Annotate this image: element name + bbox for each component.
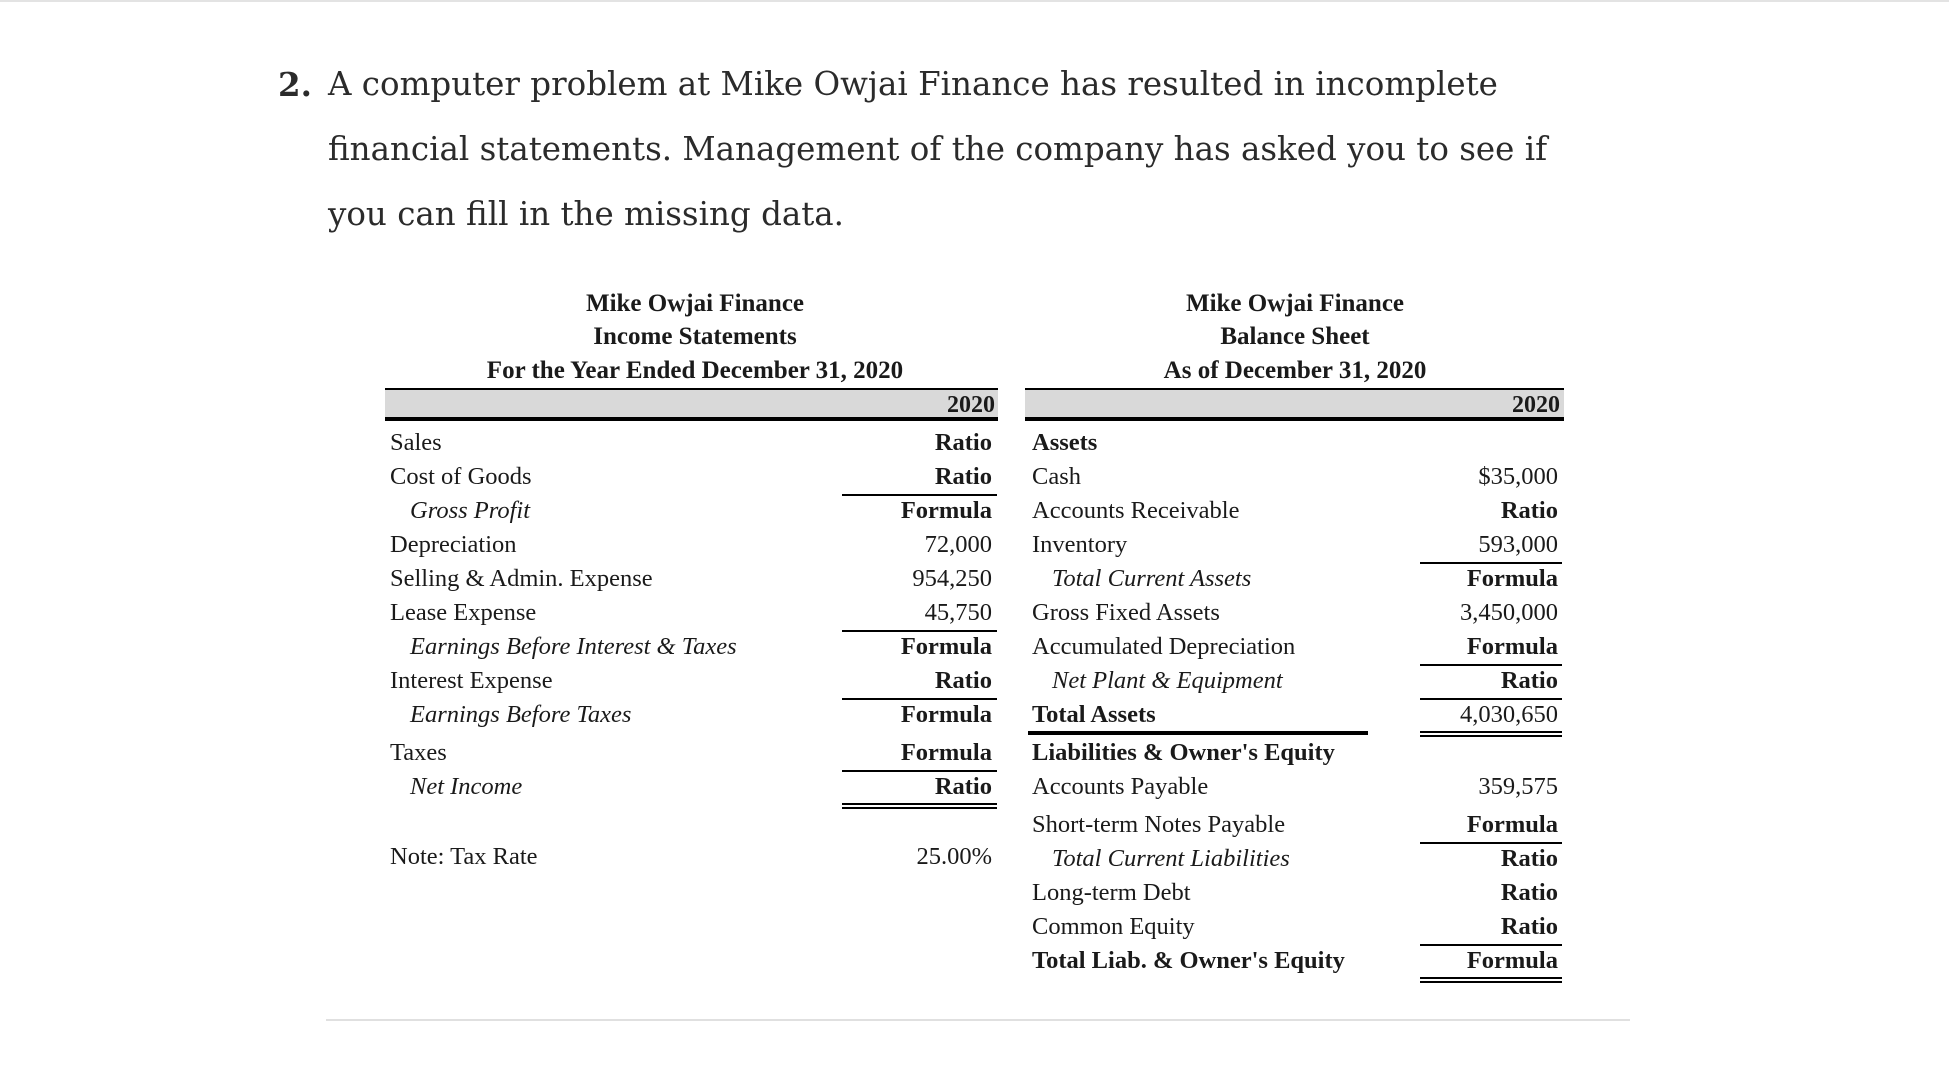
balance-value-inventory: 593,000 <box>1478 531 1558 558</box>
balance-row-accounts-payable: Accounts Payable <box>1032 773 1209 800</box>
income-value-interest: Ratio <box>934 667 992 694</box>
balance-value-gross-fixed-assets: 3,450,000 <box>1460 599 1558 626</box>
income-note-value: 25.00% <box>916 843 992 870</box>
income-period: For the Year Ended December 31, 2020 <box>486 357 904 384</box>
balance-value-accounts-payable: 359,575 <box>1478 773 1558 800</box>
income-value-ebit: Formula <box>900 633 992 660</box>
problem-number: 2. <box>278 65 312 104</box>
balance-row-liabilities-heading: Liabilities & Owner's Equity <box>1032 739 1335 766</box>
balance-value-accum-depreciation: Formula <box>1466 633 1558 660</box>
double-underline <box>1420 731 1562 737</box>
income-value-net-income: Ratio <box>934 773 992 800</box>
top-divider <box>0 0 1949 2</box>
balance-row-total-current-liabilities: Total Current Liabilities <box>1052 845 1290 872</box>
balance-row-total-assets: Total Assets <box>1032 701 1156 728</box>
income-company: Mike Owjai Finance <box>585 290 805 317</box>
balance-value-total-current-liabilities: Ratio <box>1500 845 1558 872</box>
balance-value-common-equity: Ratio <box>1500 913 1558 940</box>
balance-value-total-assets: 4,030,650 <box>1460 701 1558 728</box>
balance-title: Balance Sheet <box>1220 323 1370 350</box>
balance-row-net-plant: Net Plant & Equipment <box>1052 667 1283 694</box>
bottom-divider <box>326 1019 1630 1021</box>
balance-value-ar: Ratio <box>1500 497 1558 524</box>
income-title: Income Statements <box>593 323 797 350</box>
balance-row-total-current-assets: Total Current Assets <box>1052 565 1252 592</box>
income-value-depreciation: 72,000 <box>924 531 992 558</box>
balance-row-cash: Cash <box>1032 463 1081 490</box>
income-value-taxes: Formula <box>900 739 992 766</box>
balance-value-total-liab-equity: Formula <box>1466 947 1558 974</box>
balance-value-total-current-assets: Formula <box>1466 565 1558 592</box>
problem-statement <box>278 52 1608 247</box>
income-year: 2020 <box>947 392 995 418</box>
income-note-label: Note: Tax Rate <box>390 843 538 870</box>
income-value-cogs: Ratio <box>934 463 992 490</box>
balance-row-common-equity: Common Equity <box>1032 913 1195 940</box>
double-underline <box>1420 977 1562 983</box>
balance-row-gross-fixed-assets: Gross Fixed Assets <box>1032 599 1220 626</box>
balance-row-ar: Accounts Receivable <box>1032 497 1240 524</box>
balance-value-short-term-notes: Formula <box>1466 811 1558 838</box>
total-assets-rule <box>1028 731 1368 735</box>
balance-row-long-term-debt: Long-term Debt <box>1032 879 1191 906</box>
balance-period: As of December 31, 2020 <box>1163 357 1427 384</box>
balance-row-accum-depreciation: Accumulated Depreciation <box>1032 633 1296 660</box>
balance-row-assets-heading: Assets <box>1032 429 1098 456</box>
balance-value-long-term-debt: Ratio <box>1500 879 1558 906</box>
income-value-sales: Ratio <box>934 429 992 456</box>
income-value-lease: 45,750 <box>924 599 992 626</box>
problem-text: A computer problem at Mike Owjai Finance has resulted in incomplete financial statements. Management of the company has asked you to see if you can fill in the missing data. <box>328 65 1548 233</box>
balance-company: Mike Owjai Finance <box>1185 290 1405 317</box>
double-underline <box>842 803 997 809</box>
balance-value-cash: $35,000 <box>1478 463 1558 490</box>
income-value-gross-profit: Formula <box>900 497 992 524</box>
balance-row-inventory: Inventory <box>1032 531 1128 558</box>
balance-value-net-plant: Ratio <box>1500 667 1558 694</box>
income-value-ebt: Formula <box>900 701 992 728</box>
balance-row-short-term-notes: Short-term Notes Payable <box>1032 811 1286 838</box>
income-value-sga: 954,250 <box>912 565 992 592</box>
balance-year: 2020 <box>1512 392 1560 418</box>
balance-row-total-liab-equity: Total Liab. & Owner's Equity <box>1032 947 1345 974</box>
